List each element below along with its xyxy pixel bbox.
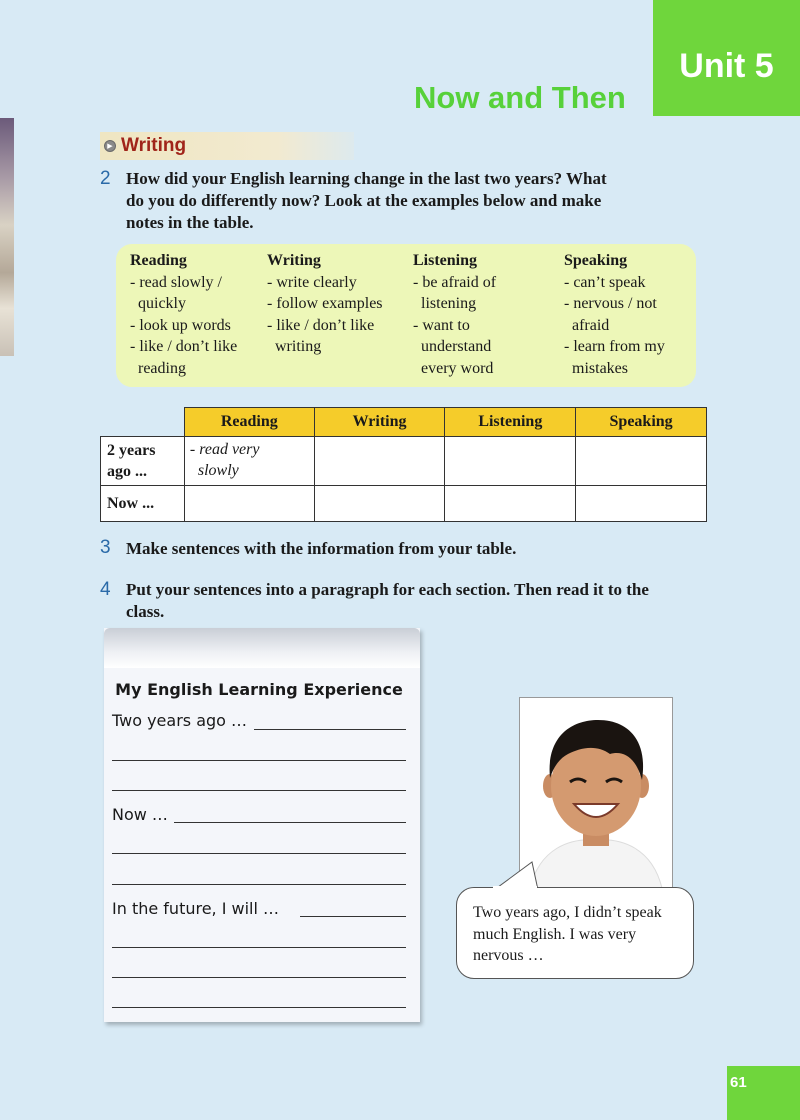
unit-badge (653, 0, 800, 116)
writing-line[interactable] (112, 790, 406, 791)
question-2-text (126, 168, 686, 234)
examples-item: - like / don’t like (130, 338, 238, 355)
question-4-number: 4 (100, 579, 111, 600)
examples-item: - can’t speak (564, 273, 646, 291)
examples-item: - write clearly (267, 273, 357, 291)
examples-item: every word (413, 359, 494, 377)
row-label-line: ago ... (107, 463, 147, 480)
writing-line[interactable] (112, 1007, 406, 1008)
examples-item: listening (413, 295, 477, 312)
notebook-prompt: In the future, I will … (112, 899, 280, 918)
examples-item: - follow examples (267, 295, 383, 312)
question-3-number: 3 (100, 537, 111, 558)
examples-item: quickly (130, 295, 186, 312)
table-cell-blank[interactable] (576, 437, 707, 486)
examples-item: - want to (413, 316, 470, 334)
examples-item: - be afraid of (413, 273, 497, 291)
notebook-title: My English Learning Experience (115, 680, 403, 699)
speech-line: Two years ago, I didn’t speak (473, 904, 662, 921)
examples-item: reading (130, 359, 186, 377)
examples-item: - learn from my (564, 338, 665, 355)
examples-column-listening (413, 250, 496, 379)
table-header-row (101, 408, 707, 437)
table-cell-blank[interactable] (314, 486, 445, 522)
examples-box (116, 244, 696, 387)
writing-line[interactable] (112, 977, 406, 978)
examples-item: - read slowly / (130, 273, 222, 291)
examples-heading: Writing (267, 252, 321, 269)
writing-line[interactable] (112, 884, 406, 885)
row-label-line: 2 years (107, 442, 156, 459)
examples-item: afraid (564, 316, 610, 334)
table-cell-blank[interactable] (445, 437, 576, 486)
example-line: - read very (189, 441, 260, 458)
examples-heading: Speaking (564, 252, 628, 269)
table-corner (101, 408, 185, 437)
notebook-prompt: Two years ago … (112, 711, 248, 730)
examples-column-reading (130, 250, 237, 379)
question-2-number: 2 (100, 168, 111, 189)
table-row (101, 437, 707, 486)
notebook-binding (104, 628, 420, 668)
writing-line[interactable] (300, 916, 406, 917)
question-2-line: How did your English learning change in the last two years? What (126, 169, 607, 188)
examples-item: - like / don’t like (267, 316, 375, 334)
play-bullet-icon: ▶ (104, 140, 116, 152)
example-line: slowly (189, 462, 239, 479)
page-number: 61 (727, 1066, 800, 1120)
side-photo-strip (0, 118, 14, 356)
question-4-text (126, 579, 726, 623)
section-label: Writing (121, 135, 187, 156)
question-2-line: notes in the table. (126, 213, 254, 232)
question-4-line: class. (126, 602, 165, 621)
table-cell-blank[interactable] (576, 486, 707, 522)
section-banner (100, 132, 354, 160)
page-title: Now and Then (414, 80, 626, 115)
table-row-label (101, 437, 185, 486)
table-cell-blank[interactable] (184, 486, 314, 522)
speech-tail-joint (493, 886, 537, 890)
examples-item: writing (267, 338, 322, 355)
notebook (104, 628, 420, 1022)
table-cell-example[interactable] (184, 437, 314, 486)
notes-table (100, 407, 707, 522)
unit-label: Unit 5 (679, 47, 774, 85)
writing-line[interactable] (112, 760, 406, 761)
examples-heading: Listening (413, 252, 478, 269)
table-row (101, 486, 707, 522)
table-cell-blank[interactable] (314, 437, 445, 486)
question-2-line: do you do differently now? Look at the examples below and make (126, 191, 602, 210)
examples-item: - nervous / not (564, 295, 657, 312)
examples-column-speaking (564, 250, 665, 379)
table-header-cell: Reading (184, 408, 314, 437)
examples-column-writing (267, 250, 383, 358)
speech-text (473, 902, 688, 967)
writing-line[interactable] (174, 822, 406, 823)
writing-line[interactable] (254, 729, 406, 730)
table-cell-blank[interactable] (445, 486, 576, 522)
table-header-cell: Writing (314, 408, 445, 437)
question-4-line: Put your sentences into a paragraph for each section. Then read it to the (126, 580, 649, 599)
table-row-label: Now ... (101, 486, 185, 522)
examples-item: understand (413, 338, 492, 355)
writing-line[interactable] (112, 947, 406, 948)
question-3-text: Make sentences with the information from your table. (126, 539, 517, 558)
notebook-prompt: Now … (112, 805, 168, 824)
speech-bubble (456, 887, 694, 979)
examples-item: - look up words (130, 316, 231, 334)
table-header-cell: Listening (445, 408, 576, 437)
examples-item: mistakes (564, 359, 628, 377)
speech-line: nervous … (473, 947, 544, 964)
writing-line[interactable] (112, 853, 406, 854)
table-header-cell: Speaking (576, 408, 707, 437)
examples-heading: Reading (130, 252, 187, 269)
speech-line: much English. I was very (473, 925, 637, 943)
